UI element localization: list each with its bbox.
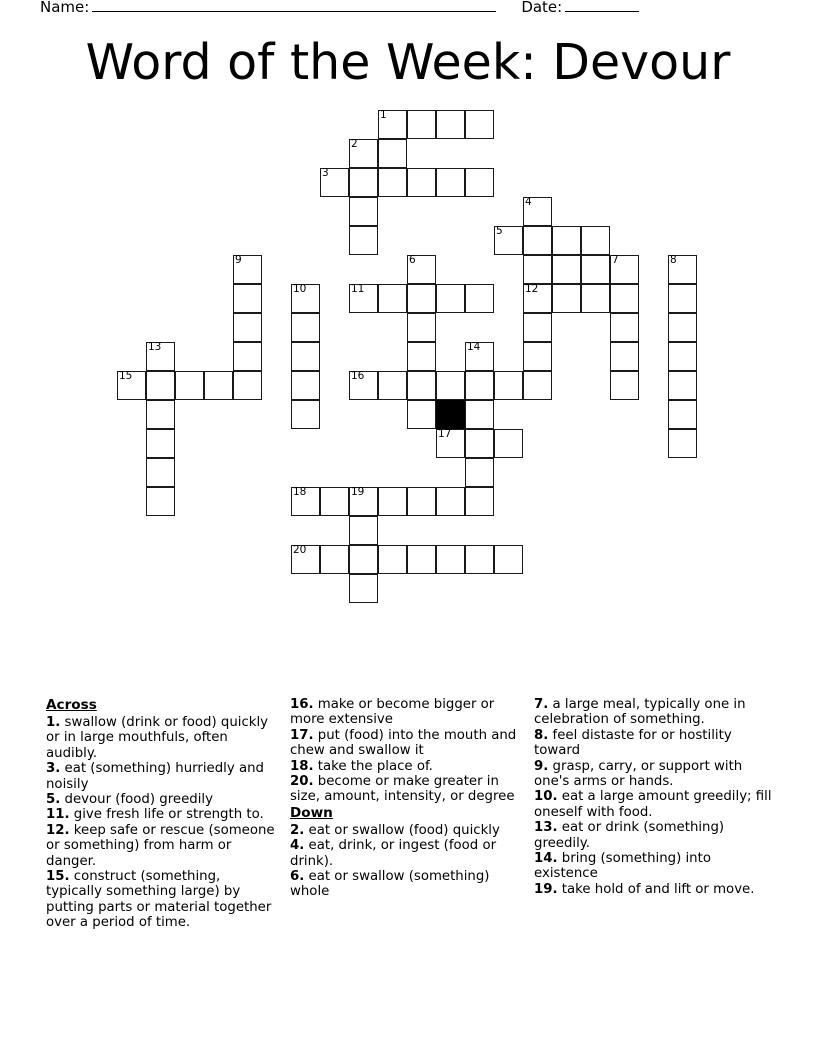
grid-cell-number: 15 bbox=[119, 370, 133, 382]
grid-cell[interactable] bbox=[146, 371, 175, 400]
grid-cell[interactable] bbox=[146, 400, 175, 429]
grid-cell[interactable] bbox=[349, 545, 378, 574]
grid-cell[interactable] bbox=[465, 545, 494, 574]
grid-cell-number: 7 bbox=[612, 254, 619, 266]
grid-cell[interactable] bbox=[233, 371, 262, 400]
clue-number: 17. bbox=[290, 727, 314, 743]
grid-cell[interactable] bbox=[552, 226, 581, 255]
grid-cell-number: 11 bbox=[351, 283, 365, 295]
grid-cell-number: 17 bbox=[438, 428, 452, 440]
grid-cell[interactable] bbox=[668, 429, 697, 458]
grid-cell[interactable] bbox=[320, 487, 349, 516]
grid-cell-number: 4 bbox=[525, 196, 532, 208]
grid-cell[interactable] bbox=[407, 284, 436, 313]
grid-cell[interactable] bbox=[436, 168, 465, 197]
clue-across-18: 18. take the place of. bbox=[290, 758, 433, 774]
grid-cell[interactable] bbox=[465, 429, 494, 458]
grid-cell[interactable] bbox=[436, 284, 465, 313]
clues-column-1 bbox=[46, 697, 290, 987]
clue-number: 16. bbox=[290, 697, 314, 712]
grid-cell[interactable] bbox=[349, 168, 378, 197]
grid-cell[interactable] bbox=[407, 313, 436, 342]
clue-across-3: 3. eat (something) hurriedly and noisily bbox=[46, 761, 264, 792]
grid-cell[interactable] bbox=[320, 545, 349, 574]
grid-cell[interactable] bbox=[494, 371, 523, 400]
grid-cell[interactable] bbox=[465, 487, 494, 516]
grid-cell[interactable] bbox=[378, 487, 407, 516]
clue-down-9: 9. grasp, carry, or support with one's arms or hands. bbox=[534, 758, 743, 790]
clue-number: 14. bbox=[534, 851, 558, 867]
clue-number: 20. bbox=[290, 774, 314, 790]
grid-cell[interactable] bbox=[610, 313, 639, 342]
grid-cell[interactable] bbox=[349, 197, 378, 226]
grid-cell[interactable] bbox=[320, 168, 349, 197]
grid-cell[interactable] bbox=[349, 226, 378, 255]
grid-cell[interactable] bbox=[494, 429, 523, 458]
grid-cell[interactable] bbox=[291, 284, 320, 313]
grid-cell[interactable] bbox=[668, 342, 697, 371]
grid-cell[interactable] bbox=[436, 545, 465, 574]
grid-cell[interactable] bbox=[378, 545, 407, 574]
grid-cell[interactable] bbox=[436, 371, 465, 400]
grid-cell[interactable] bbox=[581, 284, 610, 313]
clue-number: 19. bbox=[534, 881, 558, 897]
grid-cell[interactable] bbox=[465, 110, 494, 139]
clue-down-8: 8. feel distaste for or hostility toward bbox=[534, 727, 732, 759]
grid-cell[interactable] bbox=[436, 110, 465, 139]
grid-cell[interactable] bbox=[494, 545, 523, 574]
grid-cell[interactable] bbox=[610, 342, 639, 371]
clue-down-13: 13. eat or drink (something) greedily. bbox=[534, 820, 725, 851]
grid-cell-number: 18 bbox=[293, 486, 307, 498]
grid-cell-number: 5 bbox=[496, 225, 503, 237]
grid-cell[interactable] bbox=[407, 168, 436, 197]
grid-cell[interactable] bbox=[378, 139, 407, 168]
grid-cell[interactable] bbox=[465, 284, 494, 313]
grid-cell[interactable] bbox=[465, 371, 494, 400]
grid-cell[interactable] bbox=[407, 545, 436, 574]
clue-number: 3. bbox=[46, 761, 61, 777]
grid-cell[interactable] bbox=[523, 284, 552, 313]
grid-cell-number: 14 bbox=[467, 341, 481, 353]
grid-cell[interactable] bbox=[581, 226, 610, 255]
grid-cell-number: 10 bbox=[293, 283, 307, 295]
grid-cell[interactable] bbox=[146, 487, 175, 516]
grid-cell[interactable] bbox=[523, 255, 552, 284]
grid-cell[interactable] bbox=[610, 255, 639, 284]
grid-cell[interactable] bbox=[378, 168, 407, 197]
grid-cell-number: 3 bbox=[322, 167, 329, 179]
grid-cell[interactable] bbox=[378, 284, 407, 313]
clue-down-6: 6. eat or swallow (something) whole bbox=[290, 869, 490, 900]
grid-cell-number: 9 bbox=[235, 254, 242, 266]
grid-cell[interactable] bbox=[407, 342, 436, 371]
grid-cell[interactable] bbox=[117, 371, 146, 400]
clue-across-11: 11. give fresh life or strength to. bbox=[46, 807, 264, 823]
date-label: Date: bbox=[521, 0, 563, 16]
grid-cell-number: 6 bbox=[409, 254, 416, 266]
grid-cell[interactable] bbox=[407, 110, 436, 139]
grid-cell[interactable] bbox=[668, 371, 697, 400]
down-heading: Down bbox=[290, 804, 333, 821]
grid-cell[interactable] bbox=[494, 226, 523, 255]
clue-number: 9. bbox=[534, 758, 549, 774]
clue-number: 1. bbox=[46, 715, 61, 730]
grid-cell[interactable] bbox=[465, 168, 494, 197]
grid-cell[interactable] bbox=[465, 400, 494, 429]
clues-column-2 bbox=[290, 697, 534, 987]
grid-cell[interactable] bbox=[291, 400, 320, 429]
grid-cell[interactable] bbox=[146, 458, 175, 487]
clues-column-3 bbox=[534, 697, 784, 987]
grid-cell[interactable] bbox=[668, 284, 697, 313]
grid-cell[interactable] bbox=[349, 139, 378, 168]
clue-across-16: 16. make or become bigger or more extensive bbox=[290, 697, 495, 728]
clue-down-14: 14. bring (something) into existence bbox=[534, 851, 711, 882]
grid-cell-number: 13 bbox=[148, 341, 162, 353]
grid-cell[interactable] bbox=[668, 255, 697, 284]
grid-cell[interactable] bbox=[204, 371, 233, 400]
grid-cell-number: 2 bbox=[351, 138, 358, 150]
clue-down-4: 4. eat, drink, or ingest (food or drink). bbox=[290, 838, 497, 869]
grid-cell[interactable] bbox=[407, 255, 436, 284]
clue-across-20: 20. become or make greater in size, amount, intensity, or degree bbox=[290, 774, 515, 805]
clue-across-1: 1. swallow (drink or food) quickly or in large mouthfuls, often audibly. bbox=[46, 715, 269, 761]
grid-cell[interactable] bbox=[436, 487, 465, 516]
grid-cell[interactable] bbox=[291, 487, 320, 516]
grid-cell-number: 16 bbox=[351, 370, 365, 382]
grid-cell[interactable] bbox=[233, 255, 262, 284]
grid-cell-number: 20 bbox=[293, 544, 307, 556]
clue-number: 13. bbox=[534, 820, 558, 836]
grid-cell[interactable] bbox=[465, 458, 494, 487]
clue-number: 15. bbox=[46, 869, 70, 885]
page-title: Word of the Week: Devour bbox=[85, 34, 731, 91]
grid-cell[interactable] bbox=[291, 313, 320, 342]
clue-across-17: 17. put (food) into the mouth and chew and swallow it bbox=[290, 727, 517, 759]
clue-number: 8. bbox=[534, 727, 549, 743]
grid-cell[interactable] bbox=[668, 400, 697, 429]
grid-cell-number: 19 bbox=[351, 486, 365, 498]
grid-cell[interactable] bbox=[349, 574, 378, 603]
clue-across-5: 5. devour (food) greedily bbox=[46, 792, 213, 808]
grid-cell[interactable] bbox=[465, 342, 494, 371]
grid-cell[interactable] bbox=[610, 371, 639, 400]
grid-cell[interactable] bbox=[378, 371, 407, 400]
grid-cell-number: 12 bbox=[525, 283, 539, 295]
clue-number: 2. bbox=[290, 822, 305, 838]
grid-cell[interactable] bbox=[349, 487, 378, 516]
grid-cell[interactable] bbox=[233, 342, 262, 371]
clues-section bbox=[0, 697, 816, 987]
clue-number: 5. bbox=[46, 792, 61, 808]
clue-number: 10. bbox=[534, 789, 558, 805]
grid-cell-number: 8 bbox=[670, 254, 677, 266]
clue-across-12: 12. keep safe or rescue (someone or something) from harm or danger. bbox=[46, 822, 275, 869]
clue-down-7: 7. a large meal, typically one in celebration of something. bbox=[534, 697, 746, 728]
grid-cell[interactable] bbox=[349, 371, 378, 400]
clue-across-15: 15. construct (something, typically something large) by putting parts or material together over a period of time. bbox=[46, 869, 272, 931]
grid-cell[interactable] bbox=[291, 545, 320, 574]
grid-cell[interactable] bbox=[407, 400, 436, 429]
grid-cell[interactable] bbox=[233, 313, 262, 342]
clue-number: 6. bbox=[290, 869, 305, 885]
grid-cell[interactable] bbox=[552, 255, 581, 284]
grid-cell[interactable] bbox=[146, 429, 175, 458]
grid-cell[interactable] bbox=[233, 284, 262, 313]
grid-cell[interactable] bbox=[523, 226, 552, 255]
clue-down-2: 2. eat or swallow (food) quickly bbox=[290, 822, 500, 838]
grid-cell[interactable] bbox=[523, 342, 552, 371]
grid-cell[interactable] bbox=[291, 342, 320, 371]
grid-cell[interactable] bbox=[552, 284, 581, 313]
grid-cell[interactable] bbox=[378, 110, 407, 139]
grid-cell[interactable] bbox=[349, 516, 378, 545]
grid-cell[interactable] bbox=[581, 255, 610, 284]
clue-number: 7. bbox=[534, 697, 549, 712]
grid-cell[interactable] bbox=[175, 371, 204, 400]
clue-down-10: 10. eat a large amount greedily; fill oneself with food. bbox=[534, 789, 772, 820]
clue-number: 18. bbox=[290, 758, 314, 774]
name-label: Name: bbox=[40, 0, 90, 16]
grid-cell[interactable] bbox=[436, 429, 465, 458]
grid-cell[interactable] bbox=[668, 313, 697, 342]
grid-cell[interactable] bbox=[407, 487, 436, 516]
grid-cell[interactable] bbox=[146, 342, 175, 371]
grid-cell-number: 1 bbox=[380, 109, 387, 121]
clue-number: 12. bbox=[46, 822, 70, 838]
across-heading: Across bbox=[46, 697, 97, 713]
grid-cell[interactable] bbox=[291, 371, 320, 400]
grid-cell[interactable] bbox=[407, 371, 436, 400]
clue-down-19: 19. take hold of and lift or move. bbox=[534, 881, 755, 897]
grid-cell[interactable] bbox=[523, 371, 552, 400]
grid-cell[interactable] bbox=[523, 313, 552, 342]
grid-cell[interactable] bbox=[523, 197, 552, 226]
clue-number: 11. bbox=[46, 807, 70, 823]
grid-cell[interactable] bbox=[610, 284, 639, 313]
grid-cell-blocked bbox=[436, 400, 465, 429]
clue-number: 4. bbox=[290, 838, 305, 854]
grid-cell[interactable] bbox=[349, 284, 378, 313]
